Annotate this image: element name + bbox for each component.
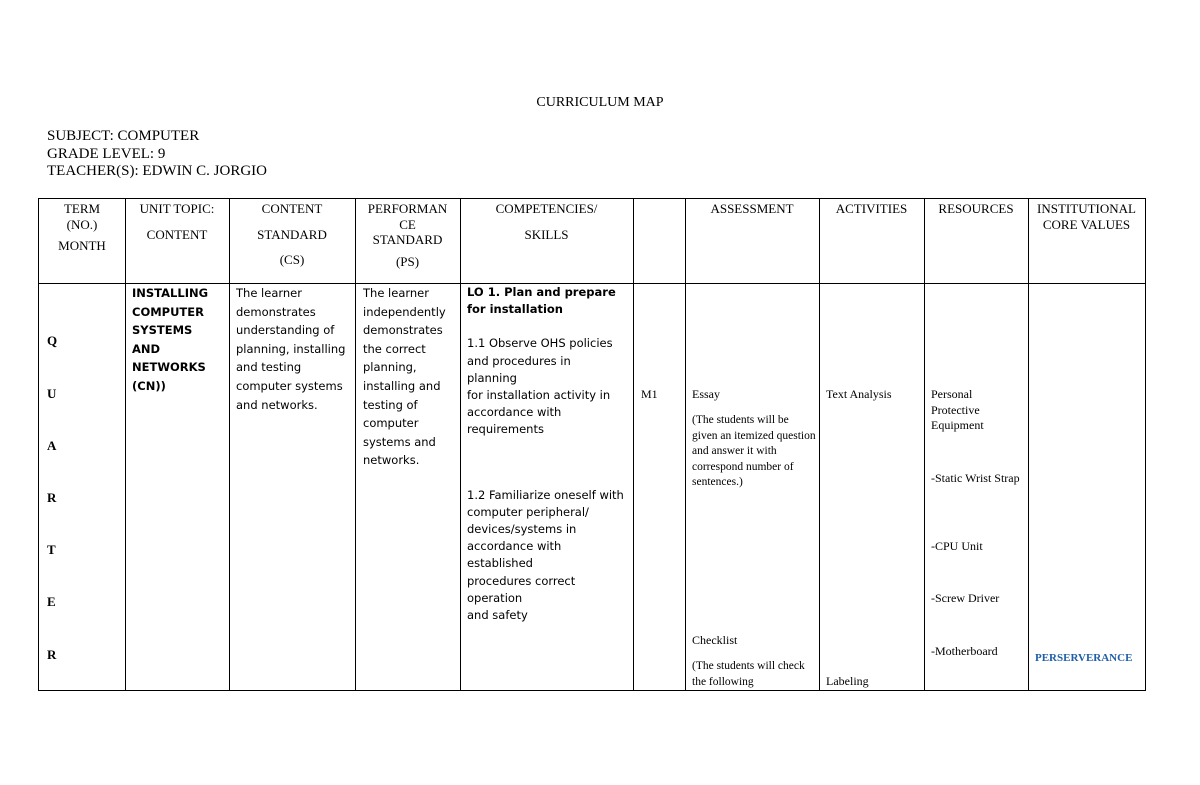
resource-item: -Static Wrist Strap [931,471,1020,485]
quarter-letter: A [47,438,57,453]
resource-item: -Screw Driver [931,591,1000,605]
competency-1-2-line: established [467,556,533,571]
competency-1-2-line: 1.2 Familiarize oneself with [467,487,624,502]
competency-1-1-line: requirements [467,422,544,437]
activity-labeling: Labeling [826,674,869,688]
competency-code: M1 [641,387,658,401]
resource-item: -Motherboard [931,644,998,658]
unit-topic-text: INSTALLING COMPUTER SYSTEMS AND NETWORKS (CN)) [132,286,209,393]
competency-1-2-line: and safety [467,608,528,623]
quarter-letter: U [47,386,57,401]
header-activities: ACTIVITIES [835,201,908,216]
header-assessment: ASSESSMENT [710,201,794,216]
header-unit-topic: UNIT TOPIC: CONTENT [139,201,215,242]
teacher-line: TEACHER(S): EDWIN C. JORGIO [47,163,267,179]
grade-level-line: GRADE LEVEL: 9 [47,145,166,162]
competencies-cell [467,284,631,624]
competency-1-2-line: accordance with [467,539,562,554]
competency-1-2-line: operation [467,590,523,605]
quarter-letter: R [47,647,57,662]
curriculum-map-table [38,198,1146,691]
performance-standard-text: The learner independently demonstrates the correct planning, installing and testing of computer systems and networks. [363,286,446,468]
assessment-essay-description: (The students will be given an itemized question and answer it with correspond number of sentences.) [692,414,816,488]
resource-item: Personal Protective Equipment [931,387,984,432]
header-competencies: COMPETENCIES/ SKILLS [495,201,598,242]
subject-line: SUBJECT: COMPUTER [47,128,200,144]
quarter-letter: Q [47,333,58,348]
quarter-letter: R [47,490,57,505]
competency-1-1-line: accordance with [467,405,562,420]
header-term: TERM (NO.) MONTH [58,201,106,253]
header-code [633,199,685,283]
quarter-letter: T [47,542,56,557]
quarter-letter: E [47,594,56,609]
header-resources: RESOURCES [938,201,1014,216]
assessment-checklist-description: (The students will check the following [692,660,805,688]
content-standard-text: The learner demonstrates understanding of planning, installing and testing computer systems and networks. [236,286,346,412]
competency-1-1-line: for installation activity in [467,388,611,403]
core-value-text: PERSERVERANCE [1035,652,1133,664]
competency-1-2-line: devices/systems in [467,522,577,537]
header-core-values: INSTITUTIONAL CORE VALUES [1037,201,1136,232]
assessment-checklist-label: Checklist [692,633,738,647]
competency-1-1-line: and procedures in [467,353,571,368]
document-meta [47,128,267,181]
document-title: CURRICULUM MAP [536,95,664,110]
activity-text-analysis: Text Analysis [826,387,892,401]
header-content-standard: CONTENT STANDARD (CS) [257,201,327,267]
competency-1-1-line: planning [467,370,517,385]
resource-item: -CPU Unit [931,539,983,553]
header-performance-standard: PERFORMAN CE STANDARD (PS) [367,201,448,269]
learning-outcome-1: LO 1. Plan and prepare for installation [467,285,616,317]
assessment-essay-label: Essay [692,387,720,401]
competency-1-2-line: procedures correct [467,573,576,588]
competency-1-2-line: computer peripheral/ [467,504,589,519]
competency-1-1-line: 1.1 Observe OHS policies [467,336,613,351]
